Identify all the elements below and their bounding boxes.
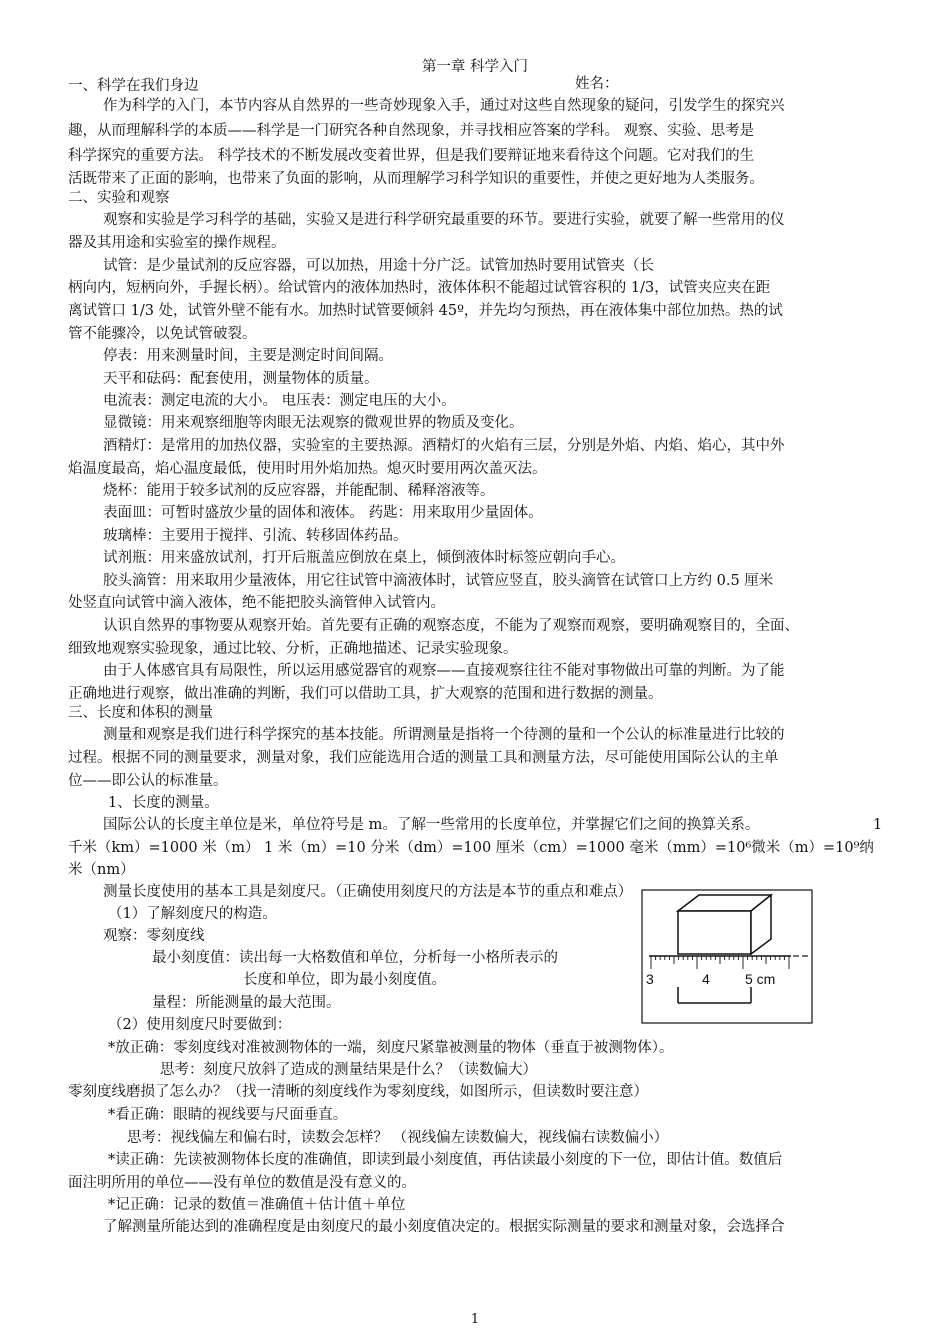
text-line: 测量和观察是我们进行科学探究的基本技能。所谓测量是指将一个待测的量和一个公认的标准量进行比较的 [103, 727, 785, 743]
text-line: 由于人体感官具有局限性，所以运用感觉器官的观察——直接观察往往不能对事物做出可靠的判断。为了能 [103, 663, 785, 679]
text-line: 天平和砝码：配套使用，测量物体的质量。 [103, 371, 379, 387]
text-line: *记正确：记录的数值＝准确值＋估计值＋单位 [108, 1197, 406, 1213]
text-line: 表面皿：可暂时盛放少量的固体和液体。 药匙：用来取用少量固体。 [103, 505, 543, 521]
text-line: 科学探究的重要方法。 科学技术的不断发展改变着世界，但是我们要辩证地来看待这个问题。它对我们的生 [68, 148, 755, 164]
text-line: 器及其用途和实验室的操作规程。 [68, 235, 286, 251]
text-line: 胶头滴管：用来取用少量液体，用它往试管中滴液体时，试管应竖直，胶头滴管在试管口上方约 0.5 厘米 [103, 573, 774, 589]
text-line: 一、科学在我们身边 [68, 78, 199, 94]
text-line: 停表：用来测量时间，主要是测定时间间隔。 [103, 348, 393, 364]
text-line: 离试管口 1/3 处，试管外壁不能有水。加热时试管要倾斜 45º，并先均匀预热，再在液体集中部位加热。热的试 [68, 303, 783, 319]
text-line: 酒精灯：是常用的加热仪器，实验室的主要热源。酒精灯的火焰有三层，分别是外焰、内焰、焰心，其中外 [103, 438, 785, 454]
text-line: 玻璃棒：主要用于搅拌、引流、转移固体药品。 [103, 528, 408, 544]
text-line: 量程：所能测量的最大范围。 [152, 995, 341, 1011]
text-line: 思考：视线偏左和偏右时，读数会怎样？ （视线偏左读数偏大，视线偏右读数偏小） [127, 1130, 669, 1146]
text-line: 显微镜：用来观察细胞等肉眼无法观察的微观世界的物质及变化。 [103, 415, 524, 431]
text-line: 二、实验和观察 [68, 190, 170, 206]
text-line: （2）使用刻度尺时要做到： [108, 1017, 292, 1033]
text-line: *放正确：零刻度线对准被测物体的一端，刻度尺紧靠被测量的物体（垂直于被测物体）。 [108, 1040, 674, 1056]
ruler-figure [641, 889, 813, 1024]
text-line: 处竖直向试管中滴入液体，绝不能把胶头滴管伸入试管内。 [68, 595, 445, 611]
text-line: 活既带来了正面的影响，也带来了负面的影响，从而理解学习科学知识的重要性，并使之更好地为人类服务。 [68, 171, 764, 187]
text-line: 零刻度线磨损了怎么办？（找一清晰的刻度线作为零刻度线，如图所示，但读数时要注意） [68, 1084, 648, 1100]
text-line: 1、长度的测量。 [108, 795, 219, 811]
text-line: 面注明所用的单位——没有单位的数值是没有意义的。 [68, 1175, 416, 1191]
text-line: 1 [873, 817, 883, 833]
text-line: 长度和单位，即为最小刻度值。 [243, 972, 446, 988]
text-line: 正确地进行观察，做出准确的判断，我们可以借助工具，扩大观察的范围和进行数据的测量。 [68, 686, 663, 702]
text-line: 国际公认的长度主单位是米，单位符号是 m。了解一些常用的长度单位，并掌握它们之间的换算关系。 [103, 817, 760, 833]
text-line: 趣，从而理解科学的本质——科学是一门研究各种自然现象，并寻找相应答案的学科。 观察、实验、思考是 [68, 123, 755, 139]
text-line: 三、长度和体积的测量 [68, 705, 213, 721]
text-line: *读正确：先读被测物体长度的准确值，即读到最小刻度值，再估读最小刻度的下一位，即估计值。数值后 [108, 1152, 783, 1168]
text-line: 认识自然界的事物要从观察开始。首先要有正确的观察态度，不能为了观察而观察，要明确观察目的，全面、 [103, 618, 799, 634]
page-number: 1 [470, 1312, 480, 1327]
tick-label-3: 3 [646, 971, 654, 987]
tick-label-4: 4 [702, 971, 710, 987]
chapter-title: 第一章 科学入门 [421, 59, 529, 75]
text-line: 过程。根据不同的测量要求，测量对象，我们应能选用合适的测量工具和测量方法，尽可能使用国际公认的主单 [68, 750, 779, 766]
text-line: 烧杯：能用于较多试剂的反应容器，并能配制、稀释溶液等。 [103, 483, 495, 499]
text-line: 千米（km）=1000 米（m） 1 米（m）=10 分米（dm）=100 厘米（cm）=1000 毫米（mm）=10⁶微米（m）=10⁹纳 [68, 840, 874, 856]
text-line: 米（nm） [68, 862, 135, 878]
text-line: 试剂瓶：用来盛放试剂，打开后瓶盖应倒放在桌上，倾倒液体时标签应朝向手心。 [103, 550, 625, 566]
tick-label-5cm: 5 cm [745, 971, 776, 987]
text-line: 最小刻度值：读出每一大格数值和单位，分析每一小格所表示的 [152, 950, 558, 966]
text-line: 作为科学的入门，本节内容从自然界的一些奇妙现象入手，通过对这些自然现象的疑问，引发学生的探究兴 [103, 98, 785, 114]
text-line: 观察：零刻度线 [103, 928, 205, 944]
text-line: 试管：是少量试剂的反应容器，可以加热，用途十分广泛。试管加热时要用试管夹（长 [103, 258, 654, 274]
text-line: 焰温度最高，焰心温度最低，使用时用外焰加热。熄灭时要用两次盖灭法。 [68, 461, 547, 477]
block-front-face [678, 911, 751, 954]
text-line: 观察和实验是学习科学的基础，实验又是进行科学研究最重要的环节。要进行实验，就要了解一些常用的仪 [103, 212, 785, 228]
text-line: 思考：刻度尺放斜了造成的测量结果是什么？（读数偏大） [160, 1062, 537, 1078]
text-line: 位——即公认的标准量。 [68, 773, 228, 789]
text-line: 细致地观察实验现象，通过比较、分析，正确地描述、记录实验现象。 [68, 641, 518, 657]
text-line: *看正确：眼睛的视线要与尺面垂直。 [108, 1107, 348, 1123]
text-line: 了解测量所能达到的准确程度是由刻度尺的最小刻度值决定的。根据实际测量的要求和测量对象，会选择合 [103, 1219, 785, 1235]
text-line: 测量长度使用的基本工具是刻度尺。（正确使用刻度尺的方法是本节的重点和难点） [103, 884, 633, 900]
name-label: 姓名： [575, 76, 619, 92]
text-line: 管不能骤冷，以免试管破裂。 [68, 326, 257, 342]
text-line: 柄向内，短柄向外，手握长柄）。给试管内的液体加热时，液体体积不能超过试管容积的 1/3，试管夹应夹在距 [68, 280, 771, 296]
text-line: （1）了解刻度尺的构造。 [108, 906, 277, 922]
ruler-ticks [651, 956, 789, 969]
text-line: 电流表：测定电流的大小。 电压表：测定电压的大小。 [103, 393, 456, 409]
